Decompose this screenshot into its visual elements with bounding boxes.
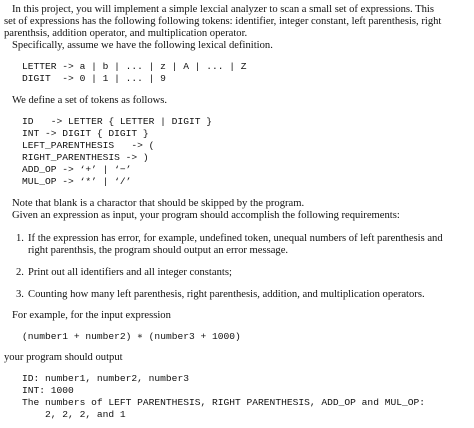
tokens-heading: We define a set of tokens as follows. [12, 95, 168, 106]
lexical-definition-digit: DIGIT -> 0 | 1 | ... | 9 [22, 73, 166, 84]
intro-line-3: parenthsis, addition operator, and multiplication operator. [4, 28, 248, 39]
lexical-definition-letter: LETTER -> a | b | ... | z | A | ... | Z [22, 61, 247, 72]
requirement-1-line-2: right parenthsis, the program should output an error message. [28, 245, 289, 256]
note-line-2: Given an expression as input, your program should accomplish the following requirements: [12, 210, 400, 221]
requirement-1-line-1: If the expression has error, for example, undefined token, unequal numbers of left parenthesis and [28, 233, 443, 244]
token-definition-right-paren: RIGHT_PARENTHESIS -> ) [22, 152, 149, 163]
requirement-2-line-1: Print out all identifiers and all integer constants; [28, 267, 232, 278]
example-input-code: (number1 + number2) ∗ (number3 + 1000) [22, 331, 241, 342]
note-line-1: Note that blank is a charactor that should be skipped by the program. [12, 198, 305, 209]
requirement-2-number: 2. [16, 267, 24, 278]
requirement-3-line-1: Counting how many left parenthesis, right parenthesis, addition, and multiplication operators. [28, 289, 425, 300]
token-definition-int: INT -> DIGIT { DIGIT } [22, 128, 149, 139]
example-output-line-1: ID: number1, number2, number3 [22, 373, 189, 384]
requirement-1-number: 1. [16, 233, 24, 244]
example-intro: For example, for the input expression [12, 310, 171, 321]
requirement-3-number: 3. [16, 289, 24, 300]
token-definition-add-op: ADD_OP -> ‘+’ | ‘−’ [22, 164, 132, 175]
intro-line-1: In this project, you will implement a simple lexcial analyzer to scan a small set of expressions. This [12, 4, 434, 15]
token-definition-mul-op: MUL_OP -> ‘*’ | ‘/’ [22, 176, 132, 187]
intro-line-4: Specifically, assume we have the following lexical definition. [12, 40, 273, 51]
output-intro: your program should output [4, 352, 123, 363]
example-output-line-2: INT: 1000 [22, 385, 74, 396]
intro-line-2: set of expressions has the following following tokens: identifier, integer constant, left parenthesis, right [4, 16, 442, 27]
example-output-line-4: 2, 2, 2, and 1 [22, 409, 126, 420]
example-output-line-3: The numbers of LEFT PARENTHESIS, RIGHT PARENTHESIS, ADD_OP and MUL_OP: [22, 397, 426, 408]
token-definition-left-paren: LEFT_PARENTHESIS -> ( [22, 140, 155, 151]
token-definition-id: ID -> LETTER { LETTER | DIGIT } [22, 116, 212, 127]
